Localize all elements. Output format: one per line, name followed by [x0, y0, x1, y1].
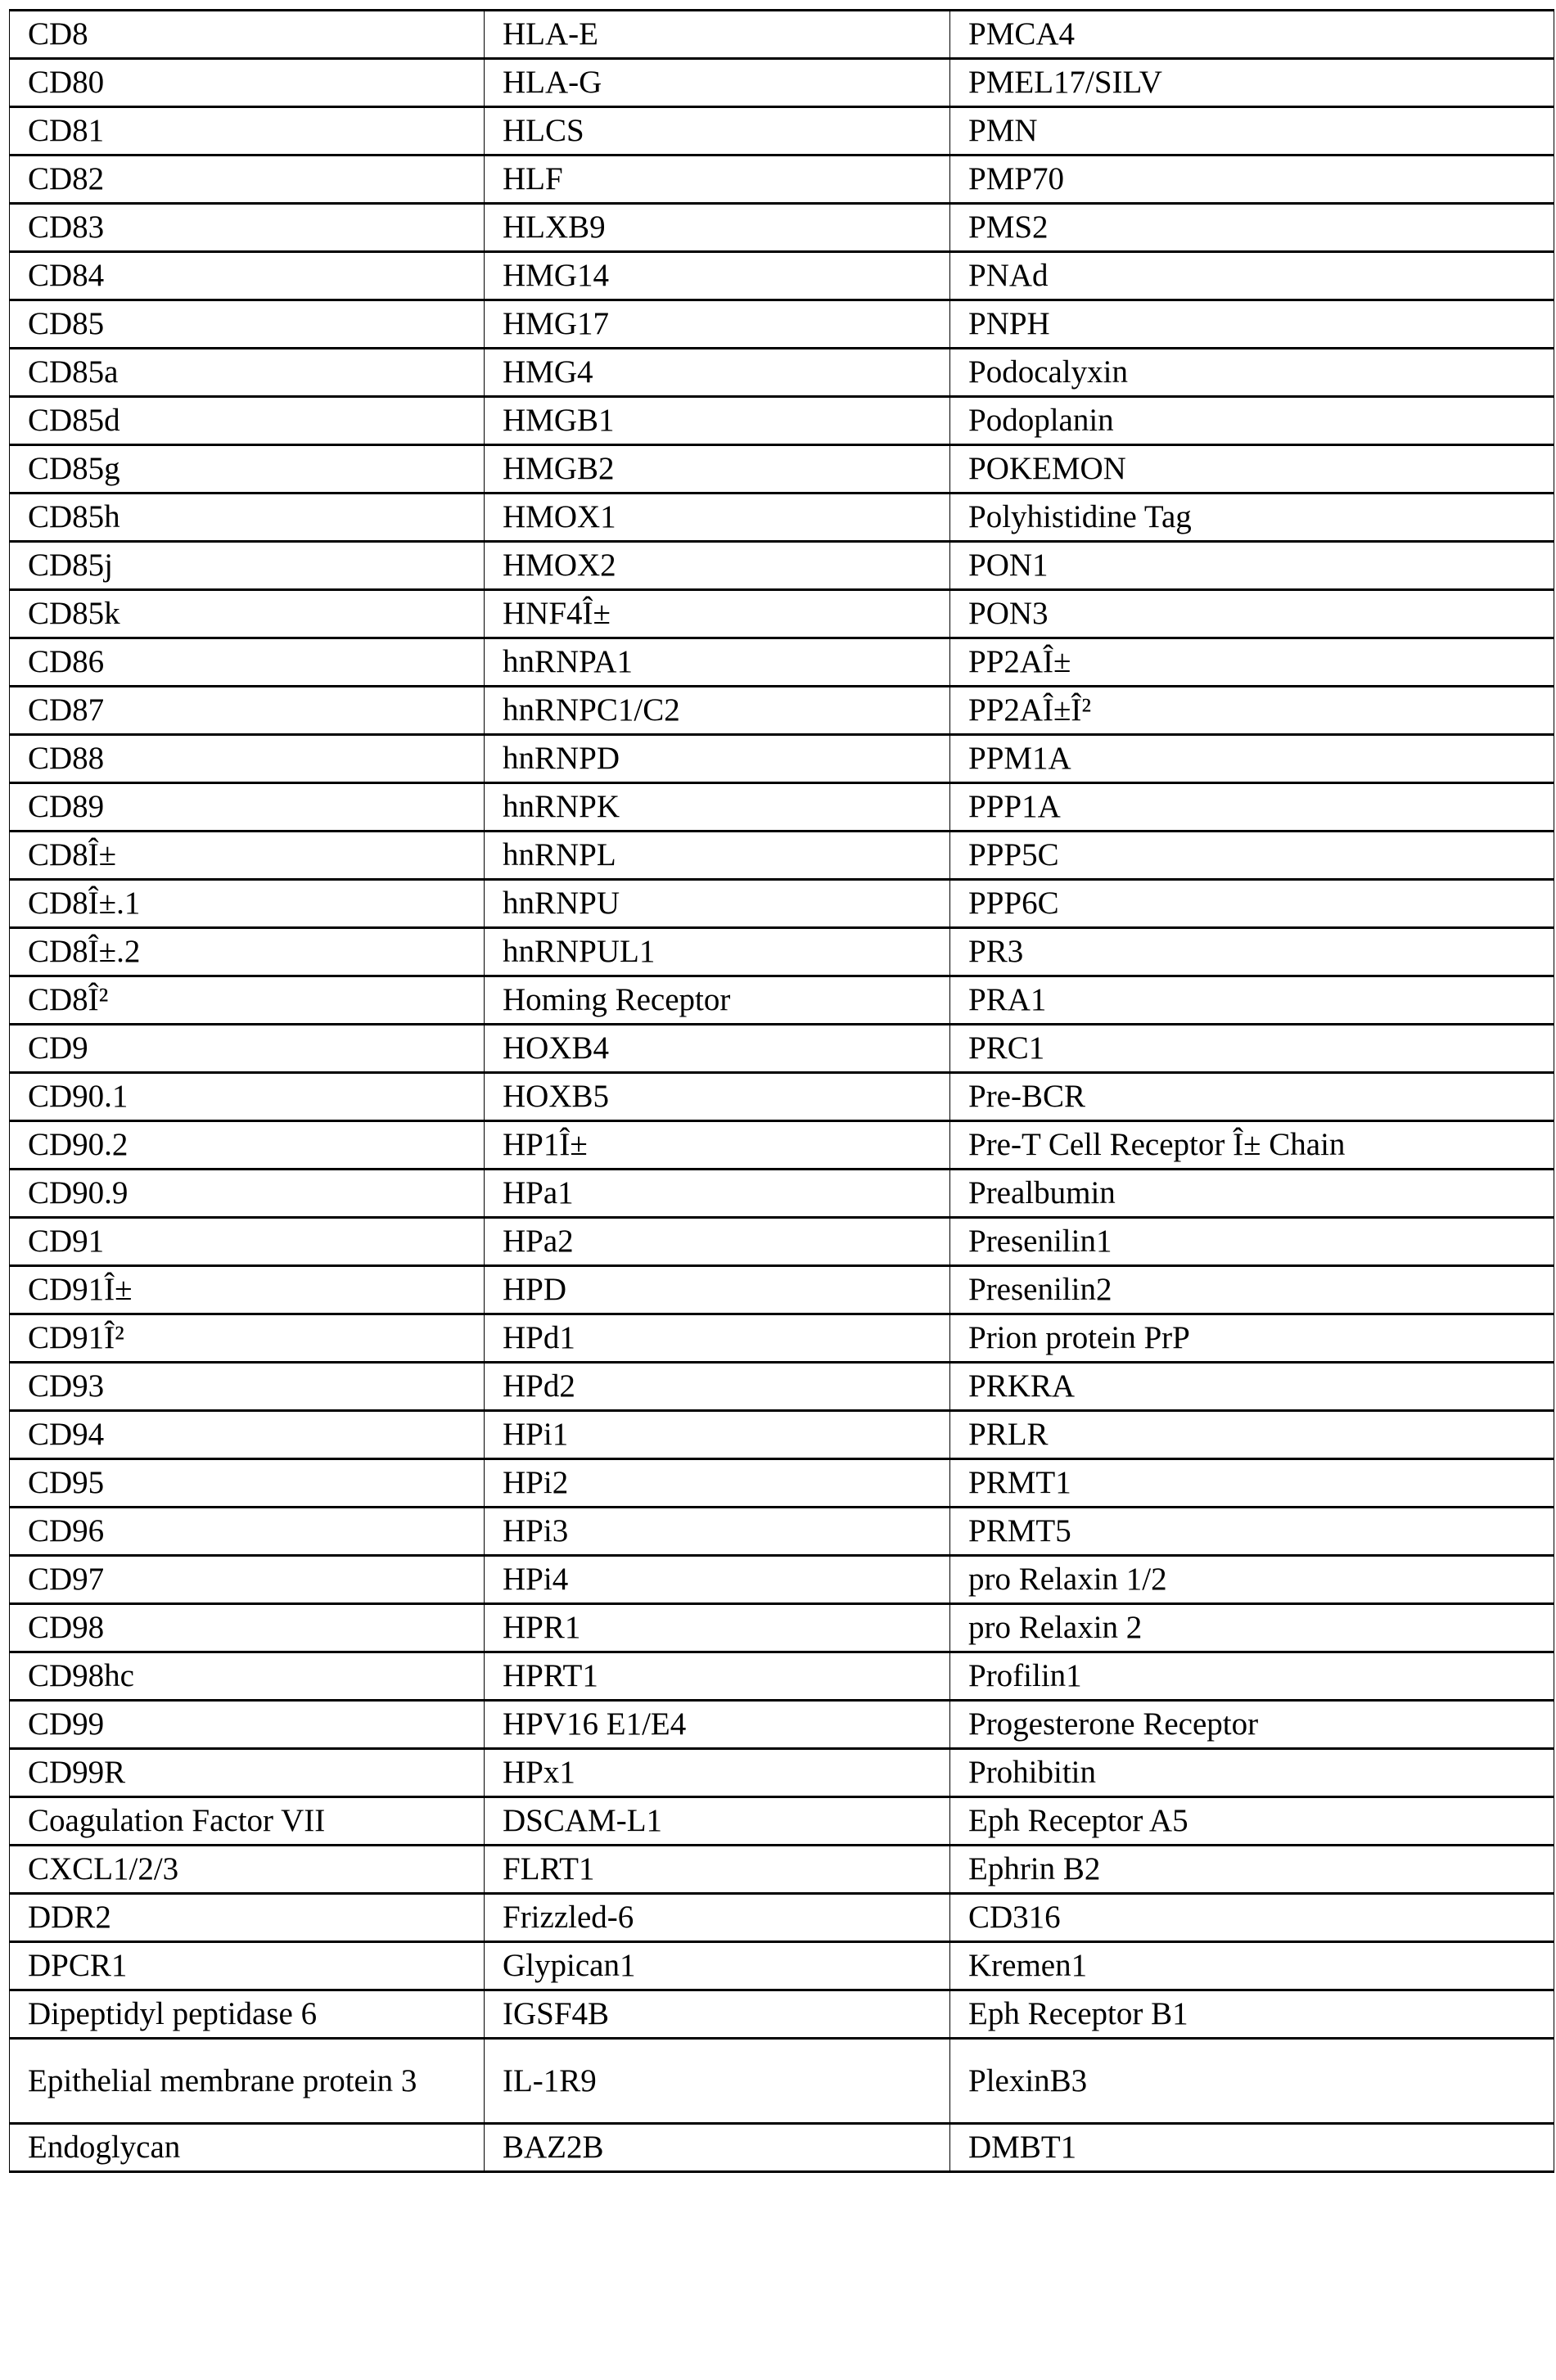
table-cell: CD91Î²	[10, 1314, 485, 1363]
table-cell: Homing Receptor	[485, 976, 950, 1025]
table-cell: PMP70	[950, 156, 1554, 204]
table-cell: CD95	[10, 1459, 485, 1508]
table-cell: DSCAM-L1	[485, 1797, 950, 1846]
table-cell: HLA-G	[485, 59, 950, 107]
table-row	[10, 1942, 1554, 1990]
table-cell: PP2AÎ±	[950, 638, 1554, 687]
table-cell: HMG4	[485, 349, 950, 397]
table-cell: HMGB2	[485, 445, 950, 494]
table-cell: Presenilin1	[950, 1218, 1554, 1266]
table-cell: HOXB5	[485, 1073, 950, 1121]
table-cell: HMOX2	[485, 542, 950, 590]
table-cell: PRMT1	[950, 1459, 1554, 1508]
table-cell: Endoglycan	[10, 2124, 485, 2172]
table-cell: PNAd	[950, 252, 1554, 300]
table-cell: PON1	[950, 542, 1554, 590]
table-cell: PPP6C	[950, 880, 1554, 928]
table-cell: PPP1A	[950, 783, 1554, 832]
table-cell: PMN	[950, 107, 1554, 156]
table-cell: HMG17	[485, 300, 950, 349]
table-cell: PON3	[950, 590, 1554, 638]
table-row	[10, 1749, 1554, 1797]
table-cell: hnRNPD	[485, 735, 950, 783]
table-cell: CD90.1	[10, 1073, 485, 1121]
table-cell: PRKRA	[950, 1363, 1554, 1411]
table-cell: DDR2	[10, 1894, 485, 1942]
table-cell: pro Relaxin 1/2	[950, 1556, 1554, 1604]
table-cell: PNPH	[950, 300, 1554, 349]
table-cell: HOXB4	[485, 1025, 950, 1073]
table-cell: HPa1	[485, 1170, 950, 1218]
table-cell: pro Relaxin 2	[950, 1604, 1554, 1652]
table-cell: Podoplanin	[950, 397, 1554, 445]
table-row	[10, 1121, 1554, 1170]
table-cell: CD96	[10, 1508, 485, 1556]
table-cell: CD93	[10, 1363, 485, 1411]
table-cell: HLF	[485, 156, 950, 204]
table-row	[10, 252, 1554, 300]
table-row	[10, 1797, 1554, 1846]
table-cell: CD8Î±.1	[10, 880, 485, 928]
table-cell: CD89	[10, 783, 485, 832]
table-row	[10, 1025, 1554, 1073]
table-cell: HPR1	[485, 1604, 950, 1652]
table-cell: CD84	[10, 252, 485, 300]
table-cell: PPP5C	[950, 832, 1554, 880]
table-cell: HMOX1	[485, 494, 950, 542]
table-row	[10, 397, 1554, 445]
table-row	[10, 107, 1554, 156]
table-cell: hnRNPK	[485, 783, 950, 832]
table-row	[10, 687, 1554, 735]
table-cell: HPi4	[485, 1556, 950, 1604]
table-cell: Kremen1	[950, 1942, 1554, 1990]
table-cell: FLRT1	[485, 1846, 950, 1894]
table-cell: HMG14	[485, 252, 950, 300]
table-cell: CD91	[10, 1218, 485, 1266]
table-cell: Dipeptidyl peptidase 6	[10, 1990, 485, 2039]
table-row	[10, 976, 1554, 1025]
table-row	[10, 1508, 1554, 1556]
table-cell: BAZ2B	[485, 2124, 950, 2172]
table-cell: HLA-E	[485, 11, 950, 59]
table-cell: HPx1	[485, 1749, 950, 1797]
table-row	[10, 735, 1554, 783]
table-cell: CD85a	[10, 349, 485, 397]
table-cell: CD86	[10, 638, 485, 687]
table-body	[10, 11, 1554, 2172]
table-cell: Pre-T Cell Receptor Î± Chain	[950, 1121, 1554, 1170]
table-row	[10, 638, 1554, 687]
table-cell: hnRNPL	[485, 832, 950, 880]
table-cell: Pre-BCR	[950, 1073, 1554, 1121]
table-cell: HPi3	[485, 1508, 950, 1556]
table-row	[10, 349, 1554, 397]
table-cell: DPCR1	[10, 1942, 485, 1990]
table-row	[10, 2039, 1554, 2124]
table-cell: CD82	[10, 156, 485, 204]
table-row	[10, 1411, 1554, 1459]
table-row	[10, 204, 1554, 252]
table-cell: CD90.2	[10, 1121, 485, 1170]
table-cell: HPd1	[485, 1314, 950, 1363]
table-cell: CD99R	[10, 1749, 485, 1797]
table-cell: CD8Î±	[10, 832, 485, 880]
table-row	[10, 1556, 1554, 1604]
table-row	[10, 1073, 1554, 1121]
table-row	[10, 1170, 1554, 1218]
table-row	[10, 1218, 1554, 1266]
table-row	[10, 11, 1554, 59]
table-cell: Frizzled-6	[485, 1894, 950, 1942]
table-cell: HP1Î±	[485, 1121, 950, 1170]
table-cell: Podocalyxin	[950, 349, 1554, 397]
table-row	[10, 880, 1554, 928]
table-row	[10, 445, 1554, 494]
table-row	[10, 1701, 1554, 1749]
table-cell: Eph Receptor B1	[950, 1990, 1554, 2039]
table-cell: DMBT1	[950, 2124, 1554, 2172]
table-cell: hnRNPU	[485, 880, 950, 928]
table-row	[10, 494, 1554, 542]
table-cell: Epithelial membrane protein 3	[10, 2039, 485, 2124]
table-row	[10, 2124, 1554, 2172]
table-cell: HPi2	[485, 1459, 950, 1508]
table-cell: CD87	[10, 687, 485, 735]
table-cell: HMGB1	[485, 397, 950, 445]
table-cell: Prion protein PrP	[950, 1314, 1554, 1363]
table-cell: PPM1A	[950, 735, 1554, 783]
table-cell: CD316	[950, 1894, 1554, 1942]
table-cell: CD85	[10, 300, 485, 349]
table-row	[10, 1266, 1554, 1314]
table-row	[10, 1604, 1554, 1652]
table-cell: CD91Î±	[10, 1266, 485, 1314]
table-row	[10, 1459, 1554, 1508]
table-cell: CD99	[10, 1701, 485, 1749]
table-cell: PR3	[950, 928, 1554, 976]
table-cell: CD8	[10, 11, 485, 59]
table-cell: HPi1	[485, 1411, 950, 1459]
table-cell: CXCL1/2/3	[10, 1846, 485, 1894]
table-cell: CD85k	[10, 590, 485, 638]
table-cell: HNF4Î±	[485, 590, 950, 638]
table-cell: CD98	[10, 1604, 485, 1652]
table-row	[10, 1363, 1554, 1411]
table-cell: PRA1	[950, 976, 1554, 1025]
table-cell: CD88	[10, 735, 485, 783]
table-cell: CD85g	[10, 445, 485, 494]
table-cell: HLCS	[485, 107, 950, 156]
table-cell: Progesterone Receptor	[950, 1701, 1554, 1749]
table-cell: CD90.9	[10, 1170, 485, 1218]
table-cell: PMEL17/SILV	[950, 59, 1554, 107]
table-cell: CD85j	[10, 542, 485, 590]
table-row	[10, 1314, 1554, 1363]
table-cell: Ephrin B2	[950, 1846, 1554, 1894]
table-cell: PMS2	[950, 204, 1554, 252]
table-row	[10, 59, 1554, 107]
table-cell: CD81	[10, 107, 485, 156]
table-row	[10, 928, 1554, 976]
table-cell: hnRNPC1/C2	[485, 687, 950, 735]
table-row	[10, 1846, 1554, 1894]
table-cell: hnRNPUL1	[485, 928, 950, 976]
table-cell: CD8Î±.2	[10, 928, 485, 976]
table-cell: POKEMON	[950, 445, 1554, 494]
table-cell: CD85h	[10, 494, 485, 542]
table-cell: CD85d	[10, 397, 485, 445]
table-row	[10, 300, 1554, 349]
table-row	[10, 1894, 1554, 1942]
table-cell: CD9	[10, 1025, 485, 1073]
table-cell: CD97	[10, 1556, 485, 1604]
table-cell: Prohibitin	[950, 1749, 1554, 1797]
marker-table	[9, 9, 1554, 2173]
table-row	[10, 783, 1554, 832]
table-row	[10, 1990, 1554, 2039]
table-cell: IGSF4B	[485, 1990, 950, 2039]
table-cell: Polyhistidine Tag	[950, 494, 1554, 542]
table-row	[10, 1652, 1554, 1701]
table-cell: Glypican1	[485, 1942, 950, 1990]
table-cell: CD98hc	[10, 1652, 485, 1701]
table-cell: IL-1R9	[485, 2039, 950, 2124]
table-row	[10, 156, 1554, 204]
table-cell: HPRT1	[485, 1652, 950, 1701]
table-cell: Eph Receptor A5	[950, 1797, 1554, 1846]
table-row	[10, 590, 1554, 638]
table-row	[10, 542, 1554, 590]
table-cell: PRLR	[950, 1411, 1554, 1459]
table-cell: hnRNPA1	[485, 638, 950, 687]
table-cell: Coagulation Factor VII	[10, 1797, 485, 1846]
table-cell: PMCA4	[950, 11, 1554, 59]
table-cell: HPd2	[485, 1363, 950, 1411]
table-cell: Prealbumin	[950, 1170, 1554, 1218]
table-cell: CD83	[10, 204, 485, 252]
table-cell: PRMT5	[950, 1508, 1554, 1556]
table-cell: HLXB9	[485, 204, 950, 252]
table-cell: HPD	[485, 1266, 950, 1314]
table-cell: CD80	[10, 59, 485, 107]
table-cell: HPa2	[485, 1218, 950, 1266]
table-cell: Presenilin2	[950, 1266, 1554, 1314]
table-cell: PRC1	[950, 1025, 1554, 1073]
table-cell: CD94	[10, 1411, 485, 1459]
table-cell: Profilin1	[950, 1652, 1554, 1701]
table-cell: HPV16 E1/E4	[485, 1701, 950, 1749]
table-cell: PlexinB3	[950, 2039, 1554, 2124]
table-cell: PP2AÎ±Î²	[950, 687, 1554, 735]
table-row	[10, 832, 1554, 880]
table-cell: CD8Î²	[10, 976, 485, 1025]
